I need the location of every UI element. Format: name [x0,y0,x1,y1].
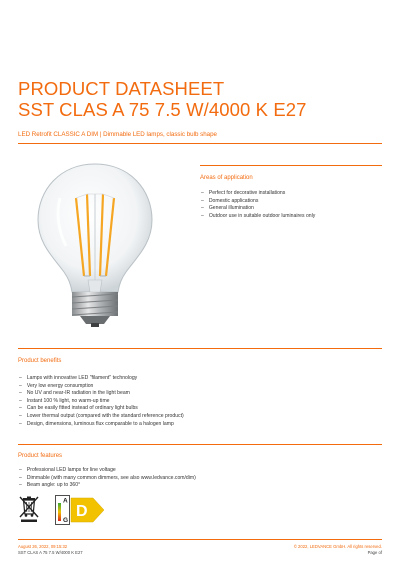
list-item: – Very low energy consumption [19,383,184,391]
divider-areas [200,165,382,166]
list-item: – Can be easily fitted instead of ordinary light bulbs [19,405,184,413]
benefits-list [19,375,184,428]
list-item: – Instant 100 % light, no warm-up time [19,398,184,406]
list-item: – Lower thermal output (compared with the standard reference product) [19,413,184,421]
divider-features [18,444,382,445]
energy-scale-bottom: G [63,517,69,524]
list-item: – Domestic applications [201,198,315,206]
product-subtitle: LED Retrofit CLASSIC A DIM | Dimmable LED lamps, classic bulb shape [18,131,217,138]
features-list [19,467,196,490]
list-item: – No UV and near-IR radiation in the light beam [19,390,184,398]
list-item: – Outdoor use in suitable outdoor luminaires only [201,213,315,221]
divider-header [18,143,382,144]
list-item: – Perfect for decorative installations [201,190,315,198]
page-title-line-2: SST CLAS A 75 7.5 W/4000 K E27 [18,99,307,120]
features-heading: Product features [18,453,63,459]
energy-class-letter: D [76,503,88,520]
areas-heading: Areas of application [200,175,253,181]
list-item: – Professional LED lamps for line voltage [19,467,196,475]
footer-page-number: Page of [367,550,382,555]
weee-bin-icon [18,495,40,523]
footer-date: August 26, 2022, 09:15:32 [18,544,68,549]
page-title-line-1: PRODUCT DATASHEET [18,78,225,99]
list-item: – Dimmable (with many common dimmers, see also www.ledvance.com/dim) [19,475,196,483]
divider-benefits [18,348,382,349]
list-item: – Lamps with innovative LED "filament" technology [19,375,184,383]
list-item: – General illumination [201,205,315,213]
benefits-heading: Product benefits [18,358,62,364]
list-item: – Beam angle: up to 360° [19,482,196,490]
energy-scale-top: A [63,497,68,505]
areas-list [201,190,315,220]
divider-footer [18,539,382,540]
list-item: – Design, dimensions, luminous flux comparable to a halogen lamp [19,421,184,429]
footer-copyright: © 2022, LEDVANCE GmbH. All rights reserved. [293,544,382,549]
footer-product: SST CLAS A 75 7.5 W/4000 K E27 [18,550,83,555]
led-bulb-image [30,158,160,328]
energy-label [55,495,107,525]
